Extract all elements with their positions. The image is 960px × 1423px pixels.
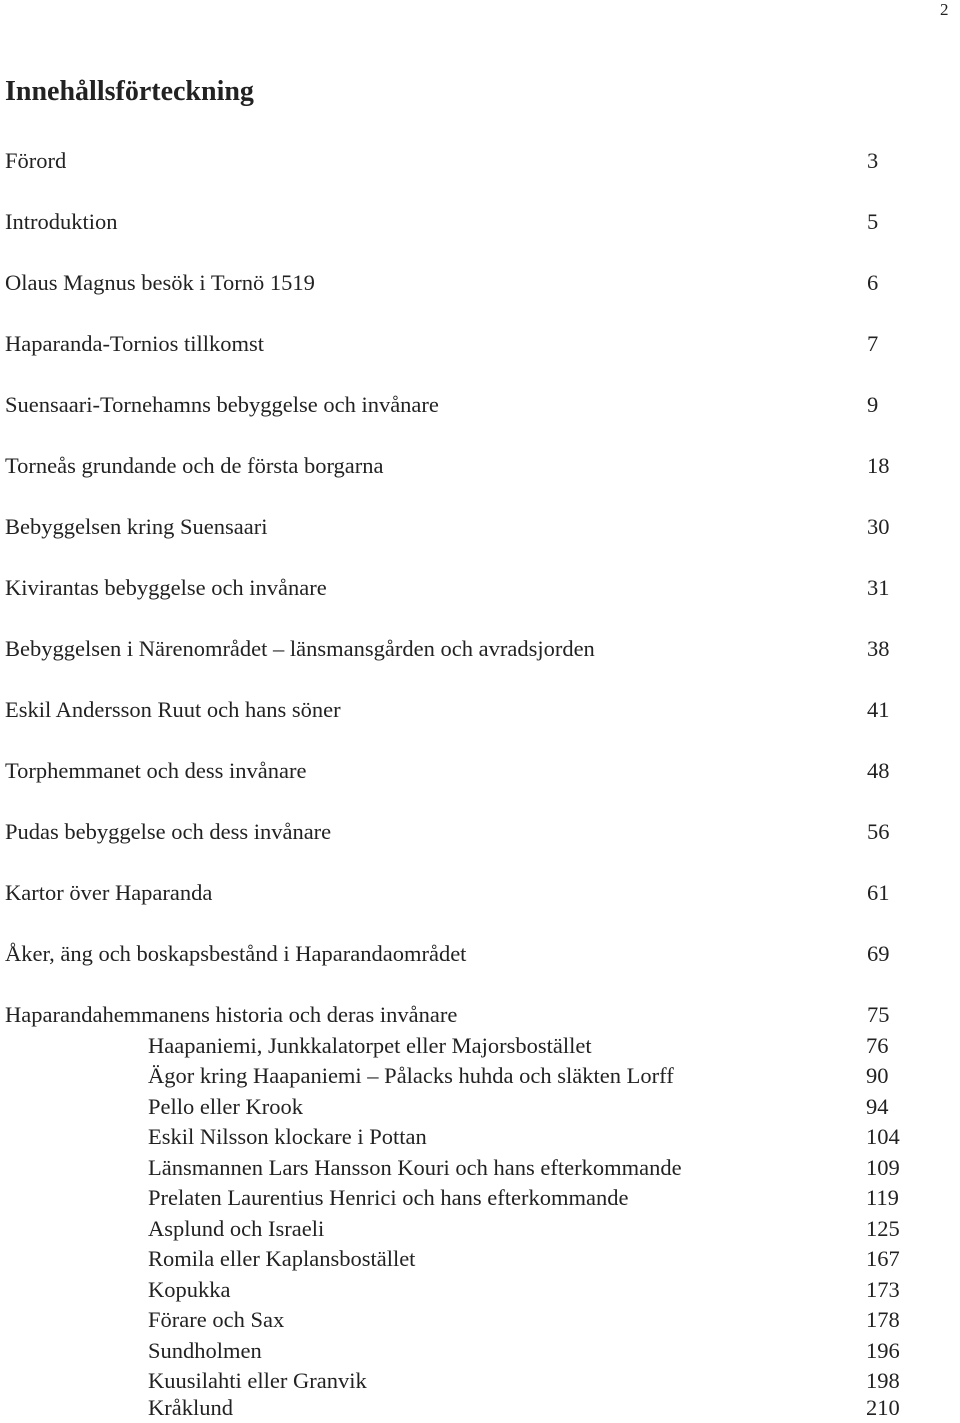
toc-subentry (0, 1366, 960, 1396)
toc-subentry (0, 1336, 960, 1366)
toc-subentry (0, 1305, 960, 1335)
toc-subentry-page: 119 (866, 1185, 899, 1210)
toc-subentry-page: 125 (866, 1216, 900, 1241)
toc-entry (0, 878, 960, 908)
toc-subentry-page: 178 (866, 1307, 900, 1332)
toc-subentry-title: Sundholmen (148, 1338, 262, 1363)
toc-entry (0, 512, 960, 542)
toc-entry-title: Bebyggelsen i Närenområdet – länsmansgården och avradsjorden (5, 636, 595, 661)
toc-entry-title: Eskil Andersson Ruut och hans söner (5, 697, 341, 722)
toc-entry (0, 329, 960, 359)
toc-entry (0, 451, 960, 481)
toc-entry (0, 1000, 960, 1030)
toc-entry-title: Haparandahemmanens historia och deras invånare (5, 1002, 458, 1027)
toc-entry-title: Bebyggelsen kring Suensaari (5, 514, 268, 539)
toc-subentry (0, 1214, 960, 1244)
page-number: 2 (940, 0, 949, 19)
toc-subentry-title: Romila eller Kaplansbostället (148, 1246, 416, 1271)
toc-subentry-title: Länsmannen Lars Hansson Kouri och hans efterkommande (148, 1155, 682, 1180)
toc-entry-page: 38 (867, 636, 890, 661)
toc-entry-title: Pudas bebyggelse och dess invånare (5, 819, 332, 844)
toc-entry-page: 30 (867, 514, 890, 539)
toc-subentry-title: Eskil Nilsson klockare i Pottan (148, 1124, 427, 1149)
toc-subentry-page: 76 (866, 1033, 889, 1058)
toc-entry (0, 634, 960, 664)
toc-subentry-page: 198 (866, 1368, 900, 1393)
toc-entry-title: Kartor över Haparanda (5, 880, 213, 905)
toc-entry-page: 3 (867, 148, 879, 173)
toc-subentry-page: 210 (866, 1395, 900, 1420)
toc-entry-page: 48 (867, 758, 890, 783)
toc-subentry-page: 173 (866, 1277, 900, 1302)
toc-subentry-title: Kråklund (148, 1395, 233, 1420)
toc-entry (0, 207, 960, 237)
toc-entry-page: 7 (867, 331, 879, 356)
toc-entry (0, 146, 960, 176)
toc-entry-title: Haparanda-Tornios tillkomst (5, 331, 264, 356)
toc-entry-title: Kivirantas bebyggelse och invånare (5, 575, 327, 600)
toc-entry-page: 9 (867, 392, 879, 417)
toc-entry (0, 817, 960, 847)
toc-subentry-page: 90 (866, 1063, 889, 1088)
toc-entry-page: 6 (867, 270, 879, 295)
toc-entry-page: 5 (867, 209, 879, 234)
toc-entry-title: Olaus Magnus besök i Tornö 1519 (5, 270, 315, 295)
toc-entry-page: 18 (867, 453, 890, 478)
toc-entry-page: 61 (867, 880, 890, 905)
toc-subentry (0, 1122, 960, 1152)
toc-subentry-title: Förare och Sax (148, 1307, 285, 1332)
toc-entry (0, 695, 960, 725)
toc-subentry-title: Asplund och Israeli (148, 1216, 325, 1241)
toc-entry-title: Torneås grundande och de första borgarna (5, 453, 384, 478)
toc-subentry-page: 94 (866, 1094, 889, 1119)
toc-entry (0, 573, 960, 603)
toc-subentry (0, 1393, 960, 1423)
toc-entry (0, 390, 960, 420)
toc-entry-page: 41 (867, 697, 890, 722)
toc-subentry (0, 1153, 960, 1183)
toc-subentry (0, 1092, 960, 1122)
toc-subentry-title: Kopukka (148, 1277, 231, 1302)
toc-entry-title: Åker, äng och boskapsbestånd i Haparandaområdet (5, 941, 467, 966)
toc-subentry-title: Haapaniemi, Junkkalatorpet eller Majorsbostället (148, 1033, 592, 1058)
toc-subentry-page: 109 (866, 1155, 900, 1180)
toc-entry-title: Suensaari-Tornehamns bebyggelse och invånare (5, 392, 439, 417)
toc-subentry-title: Ägor kring Haapaniemi – Pålacks huhda och släkten Lorff (148, 1063, 674, 1088)
page-title: Innehållsförteckning (5, 76, 254, 107)
toc-subentry (0, 1061, 960, 1091)
toc-entry-page: 75 (867, 1002, 890, 1027)
toc-entry-page: 56 (867, 819, 890, 844)
toc-entry-title: Introduktion (5, 209, 118, 234)
toc-subentry-title: Kuusilahti eller Granvik (148, 1368, 367, 1393)
toc-subentry (0, 1275, 960, 1305)
toc-subentry-page: 104 (866, 1124, 900, 1149)
toc-subentry-title: Prelaten Laurentius Henrici och hans efterkommande (148, 1185, 629, 1210)
toc-subentry (0, 1183, 960, 1213)
toc-entry-title: Torphemmanet och dess invånare (5, 758, 307, 783)
toc-subentry-page: 167 (866, 1246, 900, 1271)
toc-entry-title: Förord (5, 148, 67, 173)
toc-entry (0, 268, 960, 298)
toc-subentry (0, 1031, 960, 1061)
toc-entry-page: 31 (867, 575, 890, 600)
toc-subentry-title: Pello eller Krook (148, 1094, 303, 1119)
toc-entry-page: 69 (867, 941, 890, 966)
toc-entry (0, 756, 960, 786)
toc-subentry (0, 1244, 960, 1274)
toc-entry (0, 939, 960, 969)
toc-subentry-page: 196 (866, 1338, 900, 1363)
